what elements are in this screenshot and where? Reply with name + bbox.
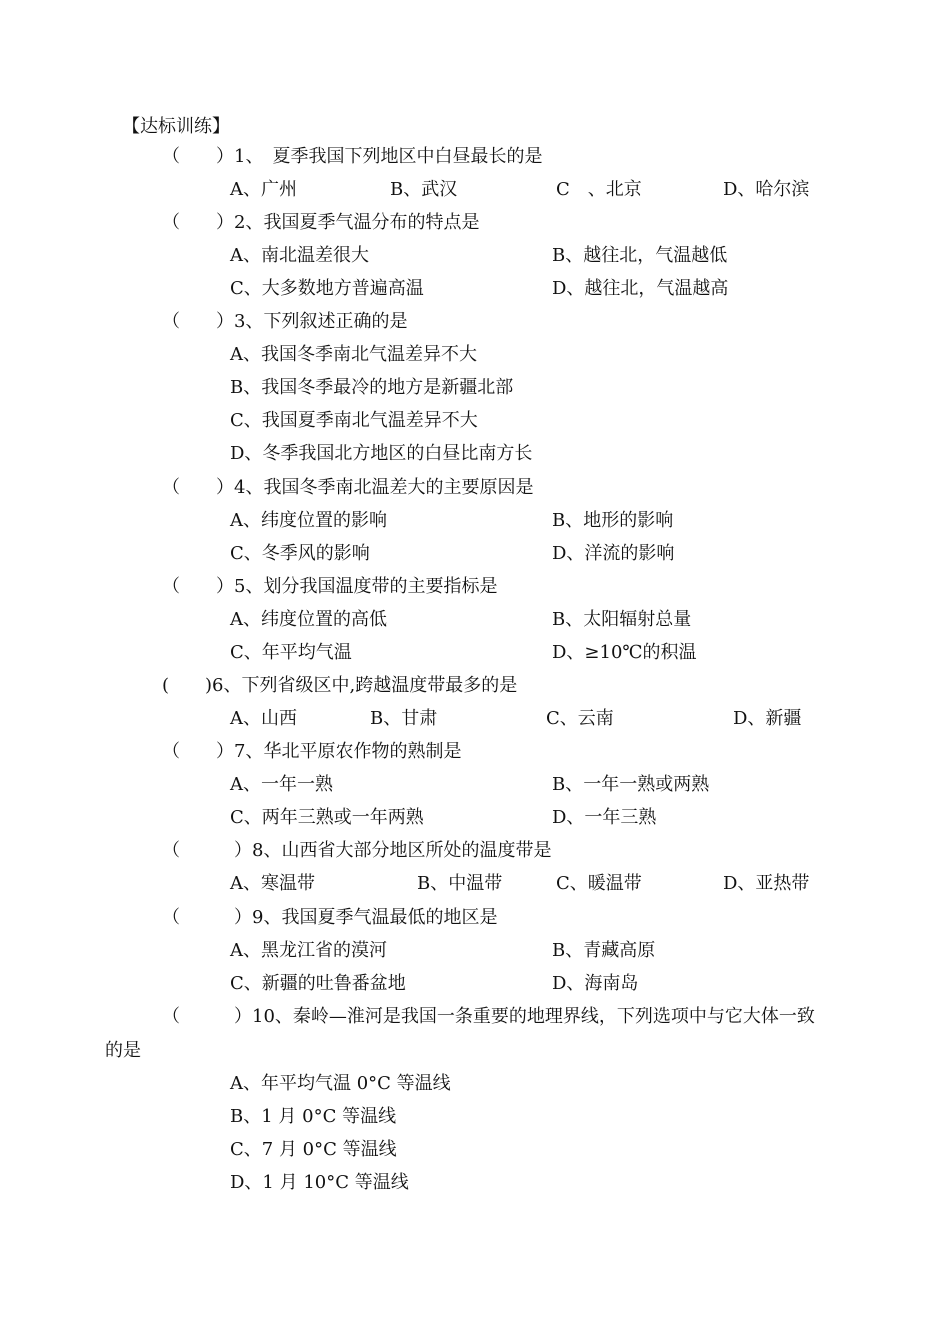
q7-option-a: A、一年一熟	[230, 774, 333, 795]
question-2: （ ）2、我国夏季气温分布的特点是	[162, 212, 480, 233]
question-1: （ ）1、 夏季我国下列地区中白昼最长的是	[162, 146, 543, 167]
q5-option-a: A、纬度位置的高低	[230, 609, 387, 630]
q2-option-d: D、越往北，气温越高	[552, 278, 729, 299]
q6-option-a: A、山西	[230, 708, 297, 729]
q8-option-c: C、暖温带	[556, 873, 642, 894]
q1-option-a: A、广州	[230, 179, 297, 200]
question-3: （ ）3、下列叙述正确的是	[162, 311, 408, 332]
q1-option-c: C 、北京	[556, 179, 642, 200]
q6-option-b: B、甘肃	[370, 708, 438, 729]
q5-option-c: C、年平均气温	[230, 642, 352, 663]
question-10-continuation: 的是	[105, 1040, 141, 1061]
q9-option-a: A、黑龙江省的漠河	[230, 940, 387, 961]
q4-option-a: A、纬度位置的影响	[230, 510, 387, 531]
q3-option-c: C、我国夏季南北气温差异不大	[230, 410, 478, 431]
q10-option-a: A、年平均气温 0°C 等温线	[230, 1073, 451, 1094]
question-7: （ ）7、华北平原农作物的熟制是	[162, 741, 462, 762]
section-title: 【达标训练】	[122, 116, 230, 137]
q3-option-a: A、我国冬季南北气温差异不大	[230, 344, 477, 365]
q4-option-d: D、洋流的影响	[552, 543, 675, 564]
q9-option-d: D、海南岛	[552, 973, 639, 994]
q7-option-d: D、一年三熟	[552, 807, 657, 828]
q3-option-d: D、冬季我国北方地区的白昼比南方长	[230, 443, 533, 464]
q8-option-d: D、亚热带	[723, 873, 810, 894]
q2-option-b: B、越往北，气温越低	[552, 245, 728, 266]
question-6: ( )6、下列省级区中,跨越温度带最多的是	[162, 675, 518, 696]
question-10: （ ）10、秦岭—淮河是我国一条重要的地理界线，下列选项中与它大体一致	[162, 1006, 815, 1027]
q3-option-b: B、我国冬季最冷的地方是新疆北部	[230, 377, 514, 398]
question-9: （ ）9、我国夏季气温最低的地区是	[162, 907, 498, 928]
q6-option-c: C、云南	[546, 708, 614, 729]
q7-option-b: B、一年一熟或两熟	[552, 774, 710, 795]
question-8: （ ）8、山西省大部分地区所处的温度带是	[162, 840, 552, 861]
q4-option-b: B、地形的影响	[552, 510, 674, 531]
q7-option-c: C、两年三熟或一年两熟	[230, 807, 424, 828]
q2-option-a: A、南北温差很大	[230, 245, 369, 266]
question-4: （ ）4、我国冬季南北温差大的主要原因是	[162, 477, 534, 498]
q10-option-c: C、7 月 0°C 等温线	[230, 1139, 397, 1160]
q5-option-b: B、太阳辐射总量	[552, 609, 692, 630]
q10-option-d: D、1 月 10°C 等温线	[230, 1172, 409, 1193]
q1-option-d: D、哈尔滨	[723, 179, 810, 200]
q8-option-b: B、中温带	[417, 873, 503, 894]
q1-option-b: B、武汉	[390, 179, 458, 200]
q2-option-c: C、大多数地方普遍高温	[230, 278, 424, 299]
q10-option-b: B、1 月 0°C 等温线	[230, 1106, 397, 1127]
q6-option-d: D、新疆	[733, 708, 802, 729]
q9-option-b: B、青藏高原	[552, 940, 656, 961]
q5-option-d: D、≥10℃的积温	[552, 642, 697, 663]
q8-option-a: A、寒温带	[230, 873, 315, 894]
q4-option-c: C、冬季风的影响	[230, 543, 370, 564]
question-5: （ ）5、划分我国温度带的主要指标是	[162, 576, 498, 597]
q9-option-c: C、新疆的吐鲁番盆地	[230, 973, 406, 994]
